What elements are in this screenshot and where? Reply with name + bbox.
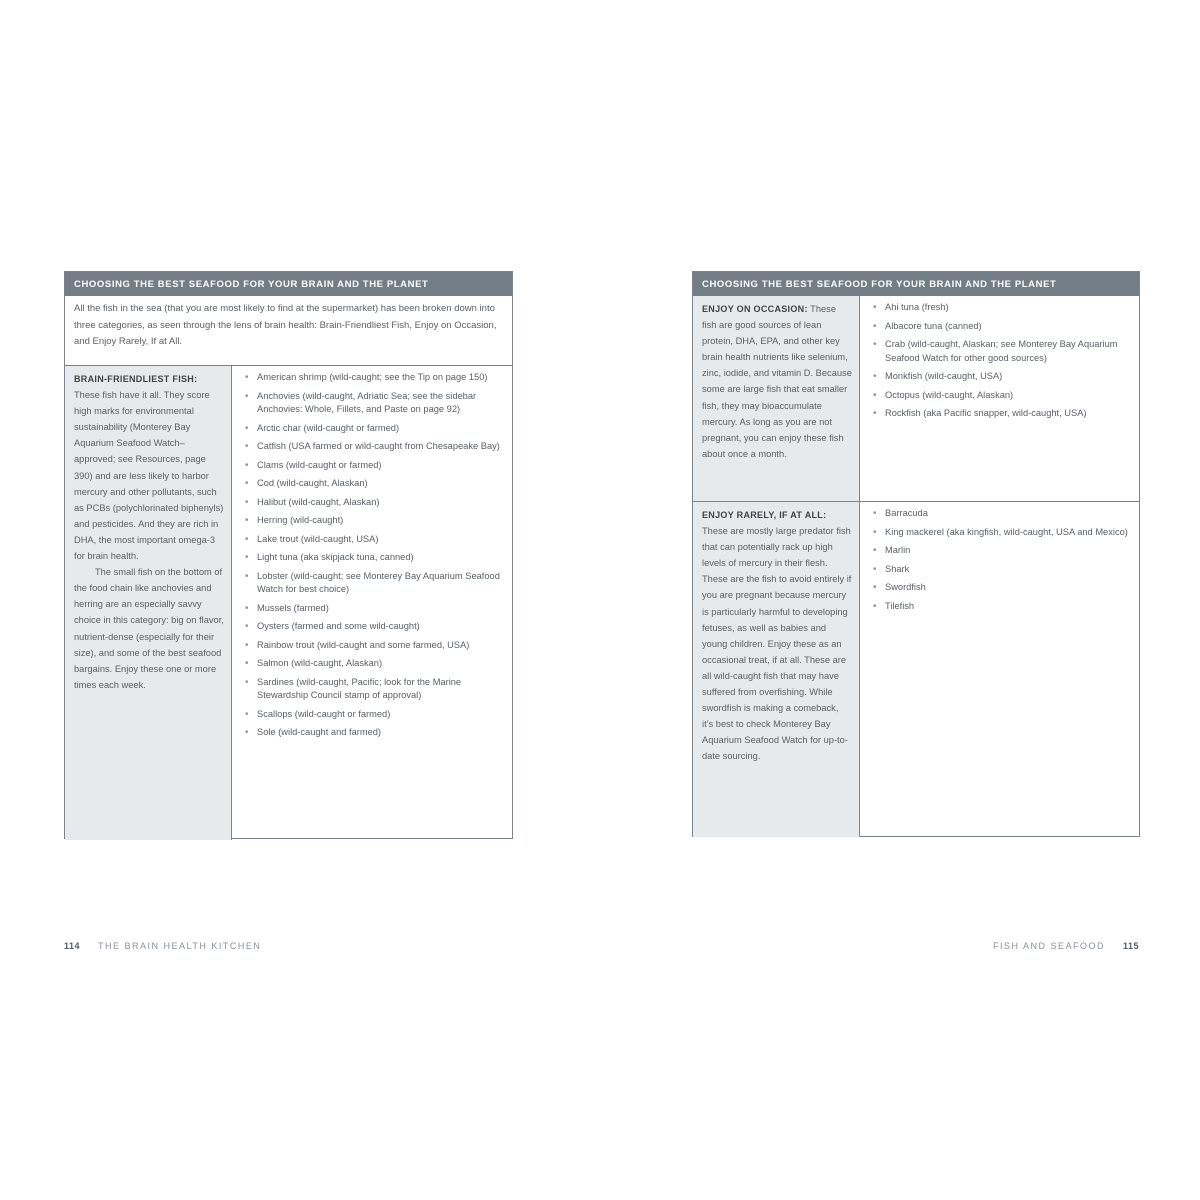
bullet-icon: • [245, 459, 249, 471]
list-item [244, 620, 502, 634]
bullet-icon: • [245, 552, 249, 563]
category-text: These fish have it all. They score high marks for environmental sustainability (Monterey Bay Aquarium Seafood Watch–approved; see Resources, page 390) and are less likely to harbor mercury and other pollutants, such as PCBs (polychlorinated biphenyls) and pesticides. And they are rich in DHA, the most important omega-3 for brain health. [74, 390, 224, 562]
bullet-icon: • [873, 302, 877, 313]
list-item [872, 600, 1129, 614]
list-item [244, 726, 502, 740]
list-item-text: Lake trout (wild-caught, USA) [257, 533, 379, 544]
category-description [65, 366, 231, 840]
list-item-text: Clams (wild-caught or farmed) [257, 459, 382, 470]
category-description [693, 296, 859, 501]
running-title: THE BRAIN HEALTH KITCHEN [98, 941, 262, 951]
list-item [872, 563, 1129, 577]
list-item [872, 370, 1129, 384]
fish-items [872, 301, 1129, 421]
category-row-rarely [693, 501, 1139, 837]
list-item-text: American shrimp (wild-caught; see the Tip on page 150) [257, 372, 488, 382]
list-item [244, 477, 502, 491]
list-item [872, 507, 1129, 521]
list-item-text: Herring (wild-caught) [257, 515, 344, 525]
bullet-icon: • [873, 320, 877, 332]
list-item-text: Rainbow trout (wild-caught and some farmed, USA) [257, 639, 470, 650]
list-item-text: Catfish (USA farmed or wild-caught from Chesapeake Bay) [257, 441, 500, 451]
list-item-text: Salmon (wild-caught, Alaskan) [257, 658, 383, 668]
list-item [244, 551, 502, 565]
category-description [693, 502, 859, 837]
list-item [872, 544, 1129, 558]
bullet-icon: • [873, 563, 877, 575]
bullet-icon: • [873, 339, 877, 350]
list-item [872, 581, 1129, 595]
bullet-icon: • [873, 371, 877, 382]
bullet-icon: • [245, 441, 249, 452]
bullet-icon: • [245, 658, 249, 669]
list-item-text: Tilefish [885, 600, 915, 611]
list-item [244, 639, 502, 653]
list-item [872, 320, 1129, 334]
list-item-text: Barracuda [885, 508, 928, 518]
list-item [244, 371, 502, 385]
fish-list [859, 502, 1139, 837]
bullet-icon: • [245, 515, 249, 526]
category-label: ENJOY ON OCCASION: [702, 304, 808, 314]
seafood-table-right [692, 271, 1140, 837]
bullet-icon: • [245, 727, 249, 738]
fish-items [244, 371, 502, 740]
running-title: FISH AND SEAFOOD [992, 941, 1105, 951]
list-item [244, 602, 502, 616]
bullet-icon: • [245, 602, 249, 614]
bullet-icon: • [245, 621, 249, 632]
list-item-text: Scallops (wild-caught or farmed) [257, 708, 391, 719]
list-item-text: Ahi tuna (fresh) [885, 302, 949, 312]
category-label: ENJOY RARELY, IF AT ALL: [702, 510, 827, 520]
category-text: These are mostly large predator fish that can potentially rack up high levels of mercury in their flesh. These are the fish to avoid entirely if you are pregnant because mercury is particularly harmful to developing fetuses, as well as babies and young children. Enjoy these as an occasional treat, if at all. These are all wild-caught fish that may have suffered from overfishing. While swordfish is making a comeback, it’s best to check Monterey Bay Aquarium Seafood Watch for up-to-date sourcing. [702, 526, 852, 762]
list-item [244, 676, 502, 703]
bullet-icon: • [873, 389, 877, 401]
bullet-icon: • [873, 545, 877, 556]
list-item-text: Cod (wild-caught, Alaskan) [257, 478, 368, 488]
bullet-icon: • [245, 676, 249, 688]
fish-items [872, 507, 1129, 613]
list-item [244, 496, 502, 510]
category-label: BRAIN-FRIENDLIEST FISH: [74, 374, 198, 384]
bullet-icon: • [245, 708, 249, 720]
list-item-text: King mackerel (aka kingfish, wild-caught, USA and Mexico) [885, 526, 1128, 537]
list-item-text: Lobster (wild-caught; see Monterey Bay Aquarium Seafood Watch for best choice) [257, 570, 500, 594]
page-number: 115 [1122, 941, 1139, 951]
list-item-text: Monkfish (wild-caught, USA) [885, 371, 1003, 381]
list-item-text: Sardines (wild-caught, Pacific; look for the Marine Stewardship Council stamp of approval) [257, 676, 462, 700]
list-item-text: Shark [885, 563, 910, 574]
list-item-text: Mussels (farmed) [257, 602, 329, 613]
footer-left [64, 941, 261, 951]
bullet-icon: • [245, 639, 249, 651]
bullet-icon: • [245, 422, 249, 434]
bullet-icon: • [245, 570, 249, 582]
list-item-text: Light tuna (aka skipjack tuna, canned) [257, 552, 414, 562]
list-item-text: Arctic char (wild-caught or farmed) [257, 422, 400, 433]
list-item-text: Anchovies (wild-caught, Adriatic Sea; see the sidebar Anchovies: Whole, Fillets, and Paste on page 92) [257, 390, 477, 414]
list-item [244, 514, 502, 528]
category-row-occasion [693, 296, 1139, 501]
list-item-text: Marlin [885, 545, 911, 555]
fish-list [231, 366, 512, 840]
list-item [244, 657, 502, 671]
category-text-2: The small fish on the bottom of the food chain like anchovies and herring are an especially savvy choice in this category: big on flavor, nutrient-dense (especially for their size), and some of the best seafood bargains. Enjoy these one or more times each week. [74, 567, 224, 690]
list-item-text: Swordfish [885, 582, 926, 592]
fish-list [859, 296, 1139, 501]
bullet-icon: • [245, 533, 249, 545]
list-item [872, 301, 1129, 315]
list-item [872, 407, 1129, 421]
list-item [244, 459, 502, 473]
category-text: These fish are good sources of lean protein, DHA, EPA, and other key brain health nutrients like selenium, zinc, iodide, and vitamin D. Because some are large fish that eat smaller fish, they may bioaccumulate mercury. As long as you are not pregnant, you can enjoy these fish about once a month. [702, 304, 852, 459]
bullet-icon: • [245, 496, 249, 508]
seafood-table-left [64, 271, 513, 839]
list-item-text: Rockfish (aka Pacific snapper, wild-caught, USA) [885, 408, 1087, 418]
bullet-icon: • [873, 508, 877, 519]
list-item [244, 390, 502, 417]
list-item [872, 389, 1129, 403]
table-header: CHOOSING THE BEST SEAFOOD FOR YOUR BRAIN AND THE PLANET [65, 272, 512, 296]
list-item [872, 526, 1129, 540]
list-item [244, 570, 502, 597]
bullet-icon: • [873, 582, 877, 593]
list-item [872, 338, 1129, 365]
list-item-text: Octopus (wild-caught, Alaskan) [885, 389, 1014, 400]
table-header: CHOOSING THE BEST SEAFOOD FOR YOUR BRAIN AND THE PLANET [693, 272, 1139, 296]
list-item [244, 533, 502, 547]
bullet-icon: • [873, 526, 877, 538]
intro-text: All the fish in the sea (that you are most likely to find at the supermarket) has been broken down into three categories, as seen through the lens of brain health: Brain-Friendliest Fish, Enjoy on Occasion, and Enjoy Rarely, If at All. [65, 296, 512, 366]
page-number: 114 [64, 941, 81, 951]
bullet-icon: • [245, 478, 249, 489]
list-item-text: Sole (wild-caught and farmed) [257, 727, 382, 737]
list-item-text: Albacore tuna (canned) [885, 320, 982, 331]
list-item-text: Halibut (wild-caught, Alaskan) [257, 496, 380, 507]
bullet-icon: • [245, 390, 249, 402]
list-item [244, 422, 502, 436]
list-item [244, 708, 502, 722]
list-item [244, 440, 502, 454]
list-item-text: Oysters (farmed and some wild-caught) [257, 621, 420, 631]
bullet-icon: • [873, 408, 877, 419]
footer-right [993, 941, 1139, 951]
list-item-text: Crab (wild-caught, Alaskan; see Monterey Bay Aquarium Seafood Watch for other good sources) [885, 339, 1118, 363]
bullet-icon: • [245, 372, 249, 383]
category-row-brain-friendliest [65, 366, 512, 840]
bullet-icon: • [873, 600, 877, 612]
